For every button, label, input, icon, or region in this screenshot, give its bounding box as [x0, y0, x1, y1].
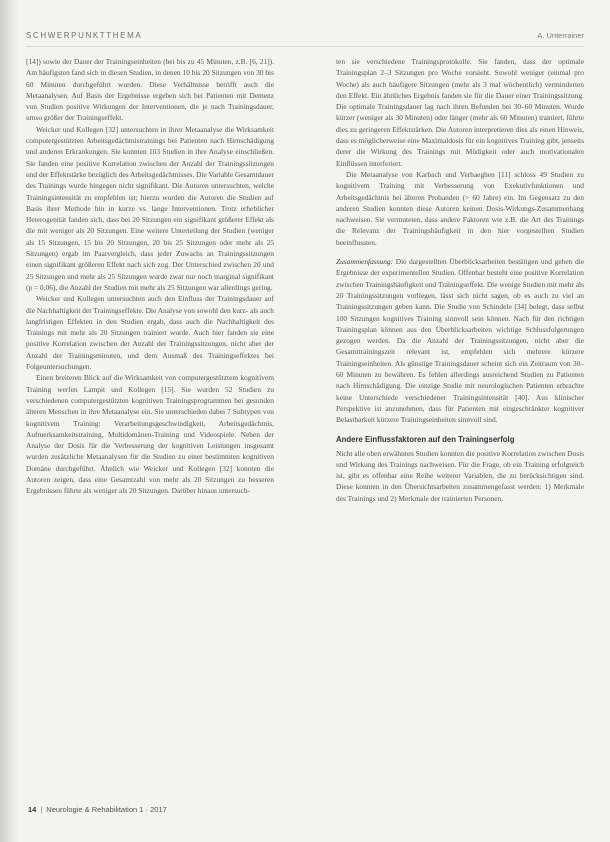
paragraph: [14]) sowie der Dauer der Trainingseinheiten (bei bis zu 45 Minuten, z.B. [6, 21]). Am häufigsten fand sich in diesen Studien, in denen 10 bis 20 Sitzungen von 30 bis 60 Minuten durchgeführt wurden. Diese Verhältnisse betrifft auch die Metaanalysen. Auf Basis der Ergebnisse ergeben sich bei Patienten mit Demenz von Studien positive Wirkungen der Interventionen, die je nach Trainingsdauer, umso größer der Trainingseffekt.: [26, 57, 274, 123]
paragraph: Weicker und Kollegen untersuchten auch den Einfluss der Trainingsdauer auf die Nachhaltigkeit der Trainingseffekte. Die Analyse von sowohl den kurz- als auch langfristigen Effekten in den Studien ergab, dass auch die Nachhaltigkeit des Trainings mit mehr als 20 Sitzungen trainiert wurde. Auch hier fanden sie eine positive Korrelation zwischen der Anzahl der Trainingssitzungen, nicht aber der Anzahl der Trainingsminuten, und dem Ausmaß des Trainingseffektes bei Folgeuntersuchungen.: [26, 294, 274, 372]
paragraph: Die Metaanalyse von Karbach und Verhaeghen [11] schloss 49 Studien zu kognitivem Training mit Verbesserung von Exekutivfunktionen und Arbeitsgedächtnis bei älteren Probanden (> 60 Jahre) ein. Im Gegensatz zu den anderen Studien konnten diese Autoren keinen Dosis-Wirkungs-Zusammenhang nachweisen. Sie vermuteten, dass andere Faktoren wie z.B. die Art des Trainings die Relevanz der Trainingshäufigkeit in den hier vorgestellten Studien beeinflussten.: [336, 169, 584, 247]
summary-paragraph: [336, 256, 584, 425]
paragraph: Einen breiteren Blick auf die Wirksamkeit von computergestütztem kognitivem Training werfen Lampit und Kollegen [15]. Sie wurden 52 Studien zu verschiedenen computergestützten kognitiven Trainingsprogrammen bei gesunden älteren Menschen in ihre Metaanalyse ein. Sie unterschieden dabei 7 Subtypen von kognitivem Training: Verarbeitungsgeschwindigkeit, Arbeitsgedächtnis, Aufmerksamkeitstraining, Multidomänen-Training und Videospiele. Neben der Analyse der Dosis für die Verbesserung der kognitiven Leistungen insgesamt wurden zusätzliche Metaanalysen für die Studien zu einer bestimmten kognitiven Domäne durchgeführt. Ähnlich wie Weicker und Kollegen [32] konnten die Autoren zeigen, dass eine Gesamtzahl von mehr als 20 Sitzungen zu besseren Ergebnissen führte als weniger als 20 Sitzungen. Darüber hinaus untersuch-: [26, 373, 274, 496]
paragraph: Nicht alle oben erwähnten Studien konnten die positive Korrelation zwischen Dosis und Wirkung des Trainings nachweisen. Für die Frage, ob ein Training erfolgreich ist, gibt es offenbar eine Reihe weiterer Variablen, die zu berücksichtigen sind. Diese konnten in den Übersichtsarbeiten zusammengefasst werden: 1) Merkmale des Trainings und 2) Merkmale der trainierten Personen.: [336, 448, 584, 503]
left-column: [26, 56, 274, 497]
author-label: A. Unterrainer: [537, 30, 584, 40]
section-label: SCHWERPUNKTTHEMA: [26, 30, 143, 40]
header-rule: [26, 46, 584, 47]
paragraph: ten sie verschiedene Trainingsprotokolle. Sie fanden, dass der optimale Trainingsplan 2–3 Sitzungen pro Woche vorsieht. Sowohl weniger (einmal pro Woche) als auch häufigere Sitzungen (mehr als 3 mal wöchentlich) verminderten den Effekt. Ein ähnliches Ergebnis fanden sie für die Dauer einer Trainingssitzung. Die optimale Trainingsdauer lag nach ihren Befunden bei 30–60 Minuten. Wurde kürzer (weniger als 30 Minuten) oder länger (mehr als 60 Minuten) trainiert, führte dies zu geringeren Effektstärken. Die Autoren interpretieren dies als einen Hinweis, dass es möglicherweise eine Maximaldosis für ein kognitives Training gibt, jenseits derer die Wirkung des Trainings mit Müdigkeit oder auch motivationalen Einflüssen interferiert.: [336, 57, 584, 168]
page-number: 14: [28, 805, 37, 814]
summary-lead: Zusammenfassung:: [336, 257, 394, 267]
running-header: [26, 27, 584, 43]
journal-name: Neurologie & Rehabilitation 1 · 2017: [46, 805, 167, 814]
paragraph: Weicker und Kollegen [32] untersuchten in ihrer Metaanalyse die Wirksamkeit computergestützten Arbeitsgedächtnistrainings bei Patienten nach Hirnschädigung und anderen Erkrankungen. Sie konnten 103 Studien in ihre Analyse einschließen. Sie fanden eine positive Korrelation zwischen der Anzahl der Trainingssitzungen und der Effektstärke bezüglich des Arbeitsgedächtnisses. Die Variable Gesamtdauer des Trainings wurde hingegen nicht signifikant. Die Autoren untersuchten, welche Trainingsintensität zu empfehlen ist; hierzu wurden die Autoren die Studien auf Basis ihrer Methode hin in kurze vs. lange Interventionen. Trotz erheblicher Heterogenität fanden sich, dass bei 20 Sitzungen ein signifikant größerer Effekt als die mit weniger als 20 Sitzungen. Eine weitere Unterteilung der Studien (weniger als 15 Sitzungen, 15 bis 20 Sitzungen, 20 bis 25 Sitzungen oder mehr als 25 Sitzungen) ergab im Paarvergleich, dass jeder Zuwachs an Trainingssitzungen einen signifikant größeren Effekt nach sich zog. Der Unterschied zwischen 20 und 25 Sitzungen und mehr als 25 Sitzungen wurde zwar nur noch marginal signifikant (p = 0,06), die Anzahl der Studien mit mehr als 25 Sitzungen war allerdings gering.: [26, 124, 274, 292]
page-footer: [28, 805, 167, 814]
footer-separator: |: [40, 805, 43, 814]
right-column: [336, 56, 584, 504]
summary-text: Die dargestellten Überblicksarbeiten bestätigen und gehen die Ergebnisse der experimentellen Studien. Offenbar besteht eine positive Korrelation zwischen Trainingshäufigkeit und Trainingseffekt. Die wenige Studien mit mehr als 20 Trainingssitzungen vorliegen, lässt sich nicht sagen, ob es auch zu viel an Trainingssitzungen geben kann. Die Studie von Schindele [34] belegt, dass selbst 100 Sitzungen kognitives Training sinnvoll sein können. Nach für den richtigen Trainingsplan können aus den Überblicksarbeiten wichtige Schlussfolgerungen gezogen werden. Da die Anzahl der Trainingssitzungen, nicht aber die Gesamttrainingszeit relevant ist, empfehlen sich mehrere kürzere Trainingseinheiten. Als günstige Trainingsdauer scheint sich ein Zeitraum von 30–60 Minuten zu bewähren. Es fehlen allerdings ausreichend Studien zu Patienten nach Hirnschädigung. Die einzige Studie mit neurologischen Patienten erbrachte keine Unterschiede verschiedener Trainingsintensität [40]. Aus klinischer Perspektive ist anzunehmen, dass für Patienten mit eingeschränkter kognitiver Belastbarkeit kürzere Trainingseinheiten sinnvoll sind.: [336, 257, 584, 425]
section-heading: Andere Einflussfaktoren auf den Trainingserfolg: [336, 434, 515, 444]
